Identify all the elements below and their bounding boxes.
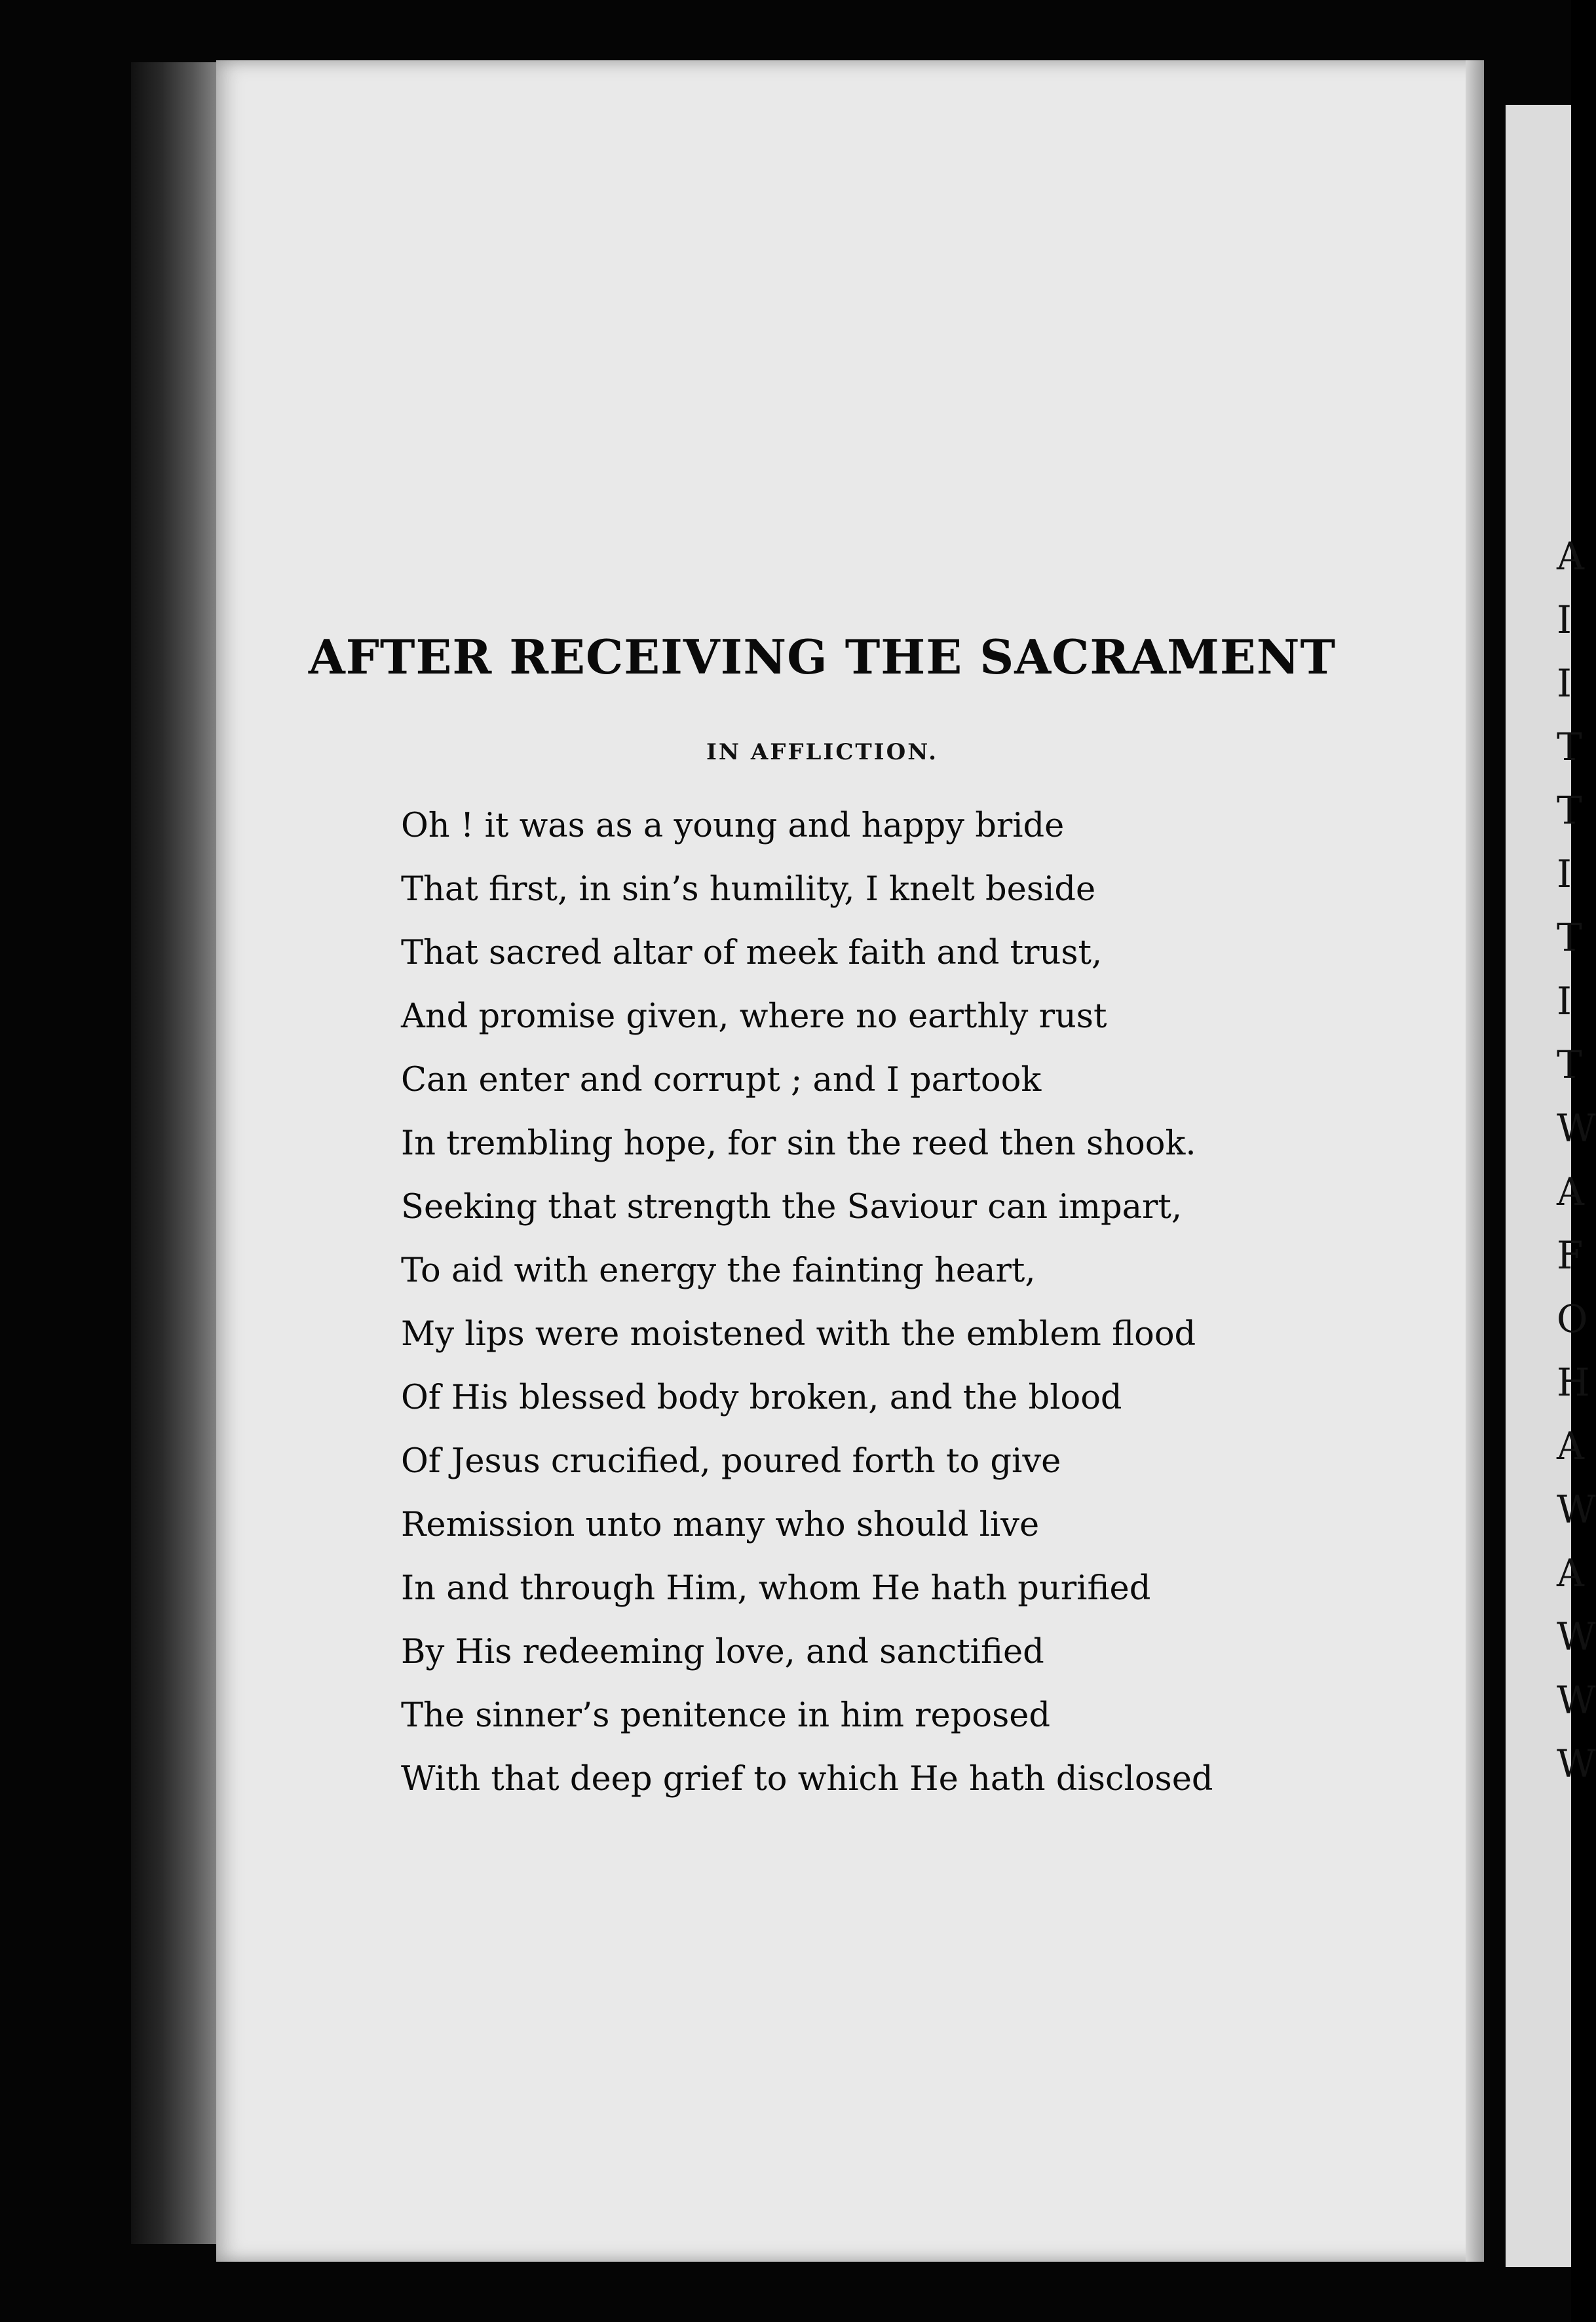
- adjacent-page: [1506, 105, 1596, 2267]
- adjacent-page-letter: I: [1557, 661, 1572, 706]
- poem-line: To aid with energy the fainting heart,: [401, 1251, 1036, 1290]
- poem-line: Oh ! it was as a young and happy bride: [401, 807, 1065, 845]
- adjacent-page-letter: O: [1557, 1297, 1588, 1341]
- adjacent-page-letter: I: [1557, 598, 1572, 642]
- poem-body: [401, 794, 1213, 1811]
- adjacent-page-letter: A: [1557, 1170, 1584, 1214]
- adjacent-page-letter: A: [1557, 1424, 1584, 1468]
- adjacent-page-letter: A: [1557, 534, 1584, 579]
- adjacent-page-letter: T: [1557, 788, 1582, 833]
- poem-line: My lips were moistened with the emblem flood: [401, 1315, 1196, 1354]
- poem-line: With that deep grief to which He hath disclosed: [401, 1760, 1213, 1799]
- adjacent-page-letter: A: [1557, 1551, 1584, 1595]
- adjacent-page-letter: T: [1557, 725, 1582, 769]
- adjacent-page-letter: T: [1557, 1042, 1582, 1087]
- poem-line: In and through Him, whom He hath purified: [401, 1569, 1151, 1608]
- poem-line: Can enter and corrupt ; and I partook: [401, 1061, 1042, 1099]
- adjacent-page-letter: W: [1557, 1106, 1596, 1151]
- adjacent-page-letter: W: [1557, 1742, 1596, 1786]
- poem-line: By His redeeming love, and sanctified: [401, 1633, 1044, 1671]
- poem-line: That sacred altar of meek faith and trust,: [401, 934, 1103, 972]
- poem-line: That first, in sin’s humility, I knelt beside: [401, 870, 1096, 909]
- poem-line: Of His blessed body broken, and the blood: [401, 1379, 1122, 1417]
- poem-title: AFTER RECEIVING THE SACRAMENT: [308, 629, 1337, 685]
- poem-subtitle: IN AFFLICTION.: [706, 739, 938, 765]
- poem-line: Of Jesus crucified, poured forth to give: [401, 1442, 1061, 1481]
- poem-line: Seeking that strength the Saviour can impart,: [401, 1188, 1183, 1227]
- adjacent-page-letter: I: [1557, 852, 1572, 896]
- adjacent-page-letter: W: [1557, 1678, 1596, 1722]
- poem-line: The sinner’s penitence in him reposed: [401, 1696, 1051, 1735]
- adjacent-page-letter: H: [1557, 1360, 1590, 1405]
- adjacent-page-letter: I: [1557, 979, 1572, 1023]
- adjacent-page-letter: W: [1557, 1487, 1596, 1532]
- book-binding: [131, 62, 219, 2244]
- page-edge: [1466, 60, 1484, 2262]
- adjacent-page-letter: F: [1557, 1233, 1584, 1278]
- poem-line: And promise given, where no earthly rust: [401, 997, 1107, 1036]
- poem-line: In trembling hope, for sin the reed then shook.: [401, 1124, 1196, 1163]
- poem-line: Remission unto many who should live: [401, 1506, 1040, 1544]
- adjacent-page-letter: W: [1557, 1614, 1596, 1659]
- adjacent-page-letter: T: [1557, 915, 1582, 960]
